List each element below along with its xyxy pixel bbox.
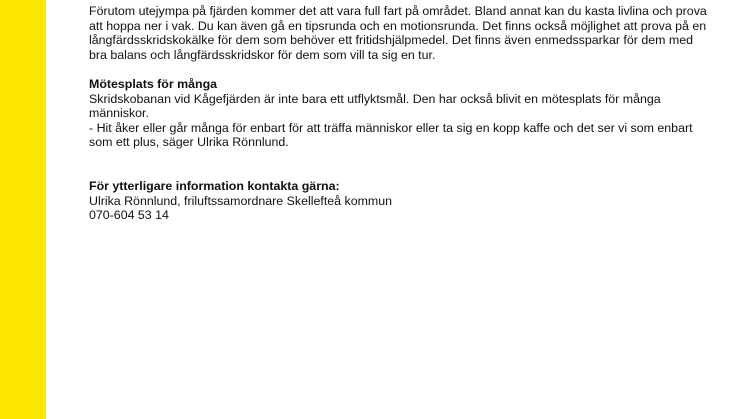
article-body bbox=[89, 4, 709, 223]
contact-phone: 070-604 53 14 bbox=[89, 208, 169, 223]
yellow-accent-bar bbox=[0, 0, 46, 419]
intro-paragraph: Förutom utejympa på fjärden kommer det att vara full fart på området. Bland annat kan du kasta livlina och prova att hoppa ner i vak. Du kan även gå en tipsrunda och en motionsrunda. Det finns också möjlighet att prova på en långfärdsskridskokälke för dem som behöver ett fritidshjälpmedel. Det finns även enmedssparkar för dem med bra balans och långfärdsskridskor för dem som vill ta sig en tur. bbox=[89, 4, 707, 62]
meeting-section-paragraph: Skridskobanan vid Kågefjärden är inte bara ett utflyktsmål. Den har också blivit en mötesplats för många människor. bbox=[89, 91, 661, 121]
spacer bbox=[89, 62, 709, 77]
spacer bbox=[89, 150, 709, 179]
contact-name: Ulrika Rönnlund, friluftssamordnare Skellefteå kommun bbox=[89, 193, 393, 208]
meeting-section-heading: Mötesplats för många bbox=[89, 76, 218, 91]
contact-heading: För ytterligare information kontakta gärna: bbox=[89, 179, 340, 194]
meeting-section-quote: - Hit åker eller går många för enbart för att träffa människor eller ta sig en kopp kaffe och det ser vi som enbart som ett plus, säger Ulrika Rönnlund. bbox=[89, 120, 693, 150]
